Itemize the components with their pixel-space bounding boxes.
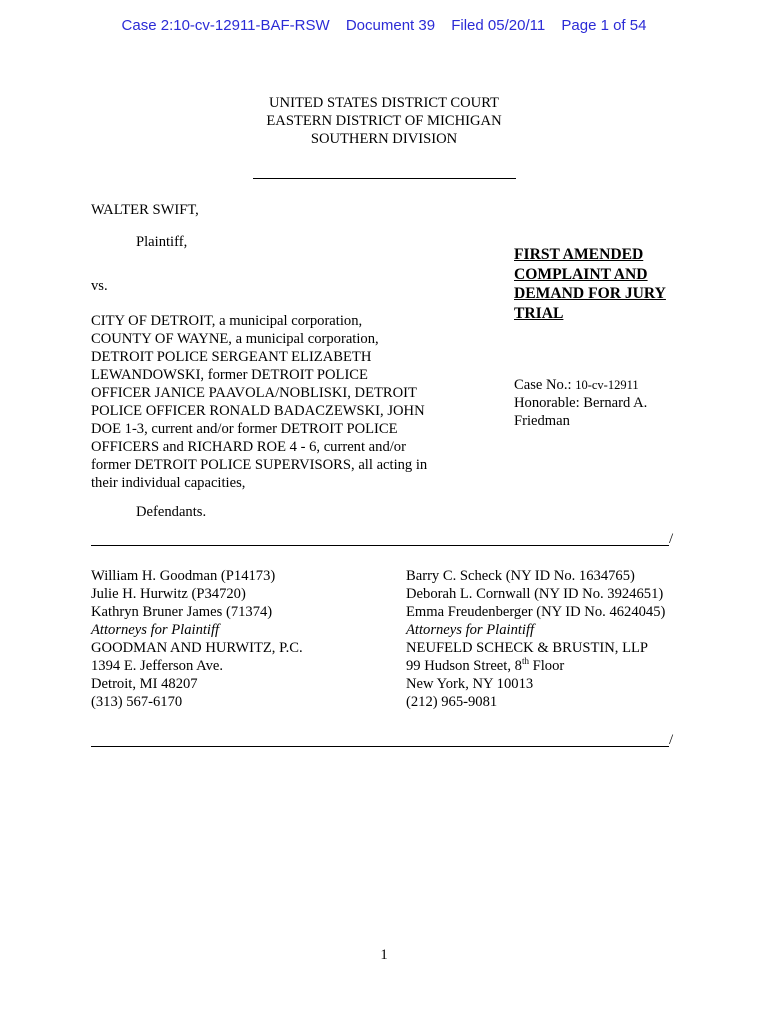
case-number-header: Case 2:10-cv-12911-BAF-RSW: [121, 17, 330, 34]
firm-address-1: [406, 657, 706, 675]
versus: vs.: [91, 278, 108, 294]
defendants-line: OFFICER JANICE PAAVOLA/NOBLISKI, DETROIT: [91, 385, 417, 401]
page-count: Page 1 of 54: [561, 17, 647, 34]
divider-slash: /: [669, 732, 674, 748]
defendants-line: their individual capacities,: [91, 475, 246, 491]
defendants-line: CITY OF DETROIT, a municipal corporation,: [91, 313, 363, 329]
ecf-header: [0, 17, 768, 35]
defendants-line: DETROIT POLICE SERGEANT ELIZABETH: [91, 349, 372, 365]
counsel-block-right: [406, 567, 706, 711]
judge-line-1: Honorable: Bernard A.: [514, 395, 648, 411]
heading-divider: [253, 178, 516, 179]
title-line: FIRST AMENDED: [514, 246, 644, 263]
attorney-role: Attorneys for Plaintiff: [406, 622, 535, 638]
attorney-name: Julie H. Hurwitz (P34720): [91, 586, 246, 602]
case-number-line: [514, 376, 694, 394]
filed-date: Filed 05/20/11: [451, 17, 546, 34]
court-line-2: EASTERN DISTRICT OF MICHIGAN: [266, 113, 502, 129]
defendants-list: [91, 312, 451, 492]
firm-address-2: Detroit, MI 48207: [91, 676, 198, 692]
attorney-name: Kathryn Bruner James (71374): [91, 604, 273, 620]
title-line: DEMAND FOR JURY: [514, 285, 666, 302]
attorney-name: Barry C. Scheck (NY ID No. 1634765): [406, 568, 635, 584]
counsel-divider: [91, 746, 669, 747]
case-info: [514, 376, 694, 430]
plaintiff-role: Plaintiff,: [136, 234, 188, 250]
divider-slash: /: [669, 531, 674, 547]
attorney-name: William H. Goodman (P14173): [91, 568, 276, 584]
defendants-line: COUNTY OF WAYNE, a municipal corporation,: [91, 331, 379, 347]
document-title: [514, 245, 689, 323]
law-firm-name: NEUFELD SCHECK & BRUSTIN, LLP: [406, 640, 649, 656]
defendants-line: DOE 1-3, current and/or former DETROIT POLICE: [91, 421, 398, 437]
attorney-role: Attorneys for Plaintiff: [91, 622, 220, 638]
page-number: 1: [380, 947, 388, 963]
case-number-label: Case No.:: [514, 377, 572, 393]
title-line: COMPLAINT AND: [514, 265, 648, 283]
defendants-line: OFFICERS and RICHARD ROE 4 - 6, current and/or: [91, 439, 406, 455]
law-firm-name: GOODMAN AND HURWITZ, P.C.: [91, 640, 303, 656]
caption-divider: [91, 545, 669, 546]
court-line-1: UNITED STATES DISTRICT COURT: [269, 95, 499, 111]
document-number: Document 39: [345, 17, 436, 34]
case-number-value: 10-cv-12911: [575, 378, 639, 392]
address-ordinal: th: [521, 656, 529, 667]
defendants-line: POLICE OFFICER RONALD BADACZEWSKI, JOHN: [91, 403, 425, 419]
judge-line-2: Friedman: [514, 413, 570, 429]
address-street: 99 Hudson Street, 8: [406, 658, 522, 674]
court-line-3: SOUTHERN DIVISION: [310, 131, 458, 147]
firm-address-1: 1394 E. Jefferson Ave.: [91, 658, 223, 674]
firm-phone: (212) 965-9081: [406, 694, 498, 710]
address-floor: Floor: [528, 658, 565, 674]
attorney-name: Emma Freudenberger (NY ID No. 4624045): [406, 604, 666, 620]
firm-address-2: New York, NY 10013: [406, 676, 534, 692]
defendants-role: Defendants.: [136, 504, 207, 520]
title-line: TRIAL: [514, 304, 564, 322]
plaintiff-name: WALTER SWIFT,: [91, 202, 199, 218]
firm-phone: (313) 567-6170: [91, 694, 183, 710]
defendants-line: former DETROIT POLICE SUPERVISORS, all acting in: [91, 457, 428, 473]
counsel-block-left: [91, 567, 391, 711]
court-heading: [0, 94, 768, 148]
defendants-line: LEWANDOWSKI, former DETROIT POLICE: [91, 367, 368, 383]
attorney-name: Deborah L. Cornwall (NY ID No. 3924651): [406, 586, 664, 602]
